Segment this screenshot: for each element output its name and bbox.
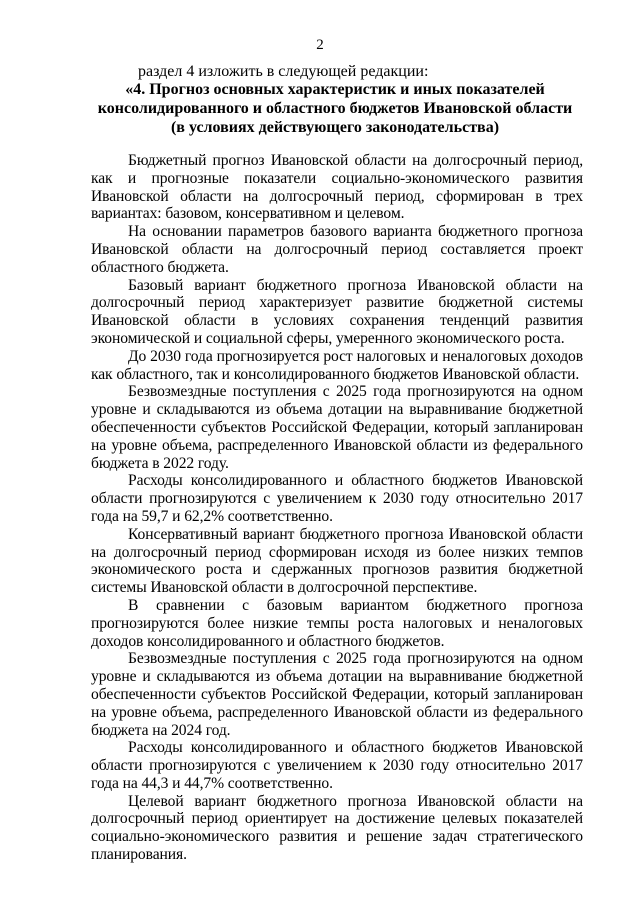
paragraph-2: На основании параметров базового варианта бюджетного прогноза Ивановской области на долгосрочный период составляется проект областного бюджета.	[91, 223, 583, 276]
section-heading	[90, 80, 580, 137]
paragraph-7: Консервативный вариант бюджетного прогноза Ивановской области на долгосрочный период сформирован исходя из более низких темпов экономического роста и сдержанных прогнозов развития бюджетной системы Ивановской области в долгосрочной перспективе.	[91, 525, 583, 597]
paragraph-3: Базовый вариант бюджетного прогноза Ивановской области на долгосрочный период характеризует развитие бюджетной системы Ивановской области в условиях сохранения тенденций развития экономической и социальной сферы, умеренного экономического роста.	[91, 276, 583, 347]
intro-line: раздел 4 изложить в следующей редакции:	[138, 63, 429, 80]
page-number: 2	[316, 37, 324, 53]
paragraph-6: Расходы консолидированного и областного бюджетов Ивановской области прогнозируются с увеличением к 2030 году относительно 2017 года на 59,7 и 62,2% соответственно.	[91, 472, 583, 525]
paragraph-8: В сравнении с базовым вариантом бюджетного прогноза прогнозируются более низкие темпы роста налоговых и неналоговых доходов консолидированного и областного бюджетов.	[91, 596, 583, 650]
paragraph-10: Расходы консолидированного и областного бюджетов Ивановской области прогнозируются с увеличением к 2030 году относительно 2017 года на 44,3 и 44,7% соответственно.	[91, 739, 583, 792]
paragraph-1: Бюджетный прогноз Ивановской области на долгосрочный период, как и прогнозные показатели социально-экономического развития Ивановской области на долгосрочный период, сформирован в трех вариантах: базовом, консервативном и целевом.	[91, 152, 583, 223]
heading-line-2: консолидированного и областного бюджетов Ивановской области	[97, 100, 573, 117]
paragraph-4: До 2030 года прогнозируется рост налоговых и неналоговых доходов как областного, так и консолидированного бюджетов Ивановской области.	[91, 347, 583, 383]
paragraph-9: Безвозмездные поступления с 2025 года прогнозируются на одном уровне и складываются из объема дотации на выравнивание бюджетной обеспеченности субъектов Российской Федерации, который запланирован на уровне объема, распределенного Ивановской области из федерального бюджета на 2024 год.	[91, 650, 583, 739]
heading-line-3: (в условиях действующего законодательства)	[170, 119, 500, 136]
heading-line-1: «4. Прогноз основных характеристик и иных показателей	[125, 81, 545, 98]
paragraph-11: Целевой вариант бюджетного прогноза Ивановской области на долгосрочный период ориентирует на достижение целевых показателей социально-экономического развития и решение задач стратегического планирования.	[91, 792, 583, 864]
paragraph-5: Безвозмездные поступления с 2025 года прогнозируются на одном уровне и складываются из объема дотации на выравнивание бюджетной обеспеченности субъектов Российской Федерации, который запланирован на уровне объема, распределенного Ивановской области из федерального бюджета в 2022 году.	[91, 383, 583, 472]
document-body	[91, 152, 583, 864]
